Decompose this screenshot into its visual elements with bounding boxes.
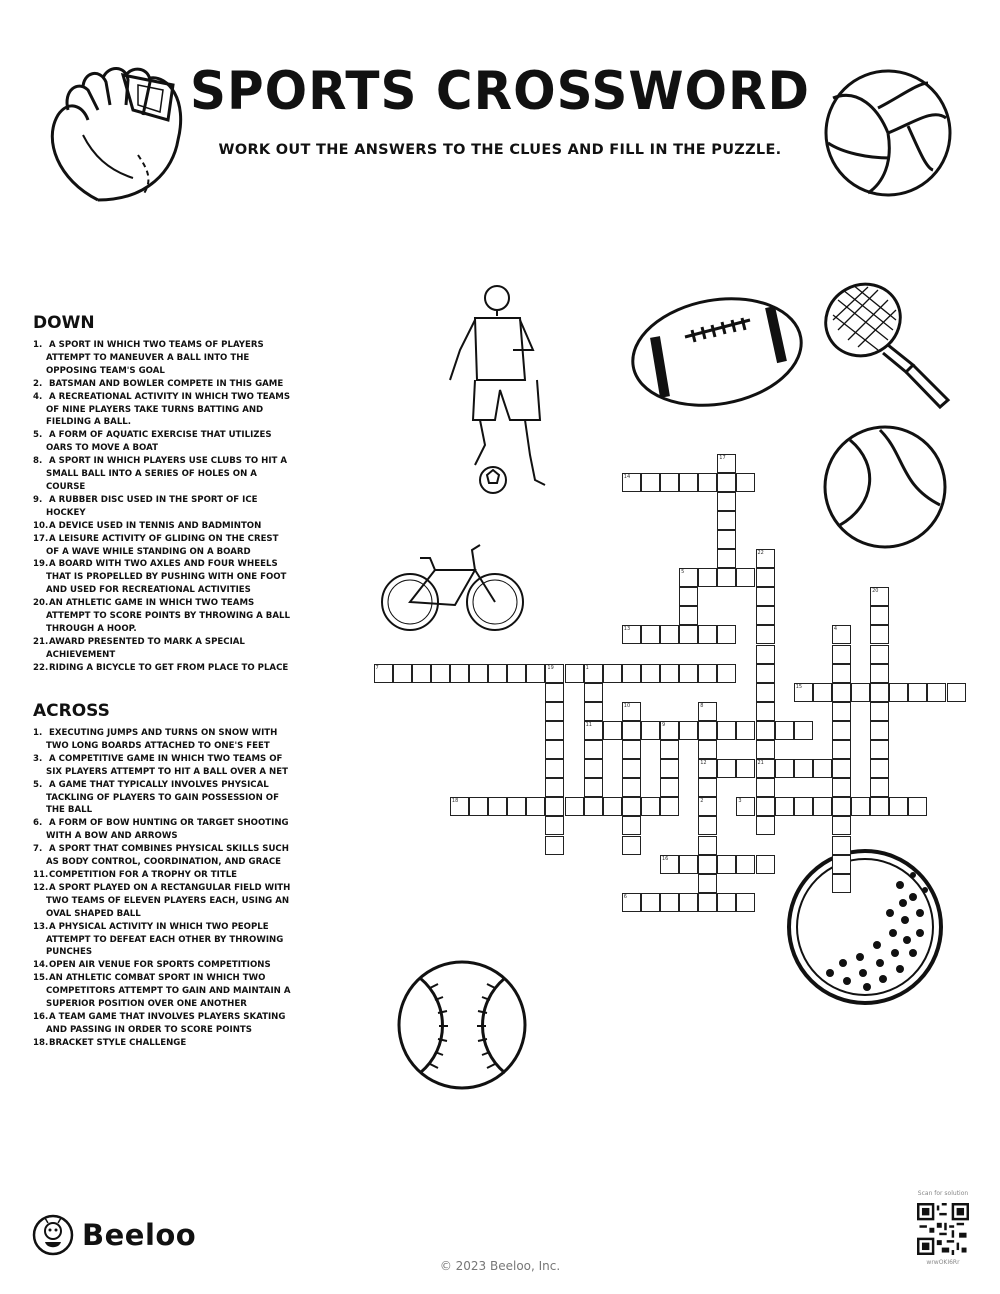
clue-number: 9. (33, 494, 43, 505)
crossword-cell[interactable] (622, 759, 641, 778)
soccer-player-icon (435, 280, 560, 495)
crossword-cell[interactable] (756, 797, 775, 816)
down-clue (33, 339, 293, 378)
across-clue (33, 882, 293, 921)
crossword-cell[interactable] (794, 797, 813, 816)
down-clue (33, 391, 293, 430)
crossword-cell[interactable] (660, 473, 679, 492)
crossword-cell[interactable] (813, 683, 832, 702)
baseball-glove-icon (38, 60, 198, 210)
crossword-cell[interactable] (870, 606, 889, 625)
clue-text: A SPORT THAT COMBINES PHYSICAL SKILLS SUCH AS BODY CONTROL, COORDINATION, AND GRACE (46, 844, 289, 868)
clue-text: BRACKET STYLE CHALLENGE (46, 1037, 187, 1048)
crossword-cell[interactable] (698, 874, 717, 893)
crossword-cell[interactable] (641, 664, 660, 683)
clue-number: 12. (33, 882, 49, 893)
down-clue (33, 636, 293, 662)
crossword-cell[interactable] (679, 855, 698, 874)
down-clue (33, 520, 293, 533)
across-clue-list (33, 727, 293, 1050)
crossword-cell[interactable] (679, 893, 698, 912)
clue-text: AN ATHLETIC COMBAT SPORT IN WHICH TWO COMPETITORS ATTEMPT TO GAIN AND MAINTAIN A SUPERIOR POSITION OVER ONE ANOTHER (46, 973, 291, 1010)
down-clue (33, 597, 293, 636)
clue-text: OPEN AIR VENUE FOR SPORTS COMPETITIONS (46, 960, 271, 971)
crossword-cell[interactable] (717, 759, 736, 778)
crossword-cell[interactable] (622, 702, 641, 721)
crossword-cell[interactable] (488, 664, 507, 683)
crossword-cell[interactable] (526, 797, 545, 816)
crossword-cell[interactable] (908, 797, 927, 816)
crossword-cell[interactable] (660, 759, 679, 778)
crossword-cell[interactable] (660, 797, 679, 816)
crossword-cell[interactable] (622, 625, 641, 644)
crossword-cell[interactable] (450, 797, 469, 816)
clue-number: 2. (33, 378, 43, 389)
crossword-cell[interactable] (545, 778, 564, 797)
clue-number: 22. (33, 662, 49, 673)
crossword-cell[interactable] (603, 721, 622, 740)
crossword-cell[interactable] (832, 836, 851, 855)
cell-number: 15 (795, 683, 803, 690)
clue-number: 20. (33, 598, 49, 609)
clue-number: 16. (33, 1011, 49, 1022)
cell-number: 11 (585, 721, 592, 728)
clue-text: A RUBBER DISC USED IN THE SPORT OF ICE HOCKEY (46, 494, 258, 518)
cell-number: 8 (700, 702, 704, 709)
crossword-cell[interactable] (756, 740, 775, 759)
clue-text: A GAME THAT TYPICALLY INVOLVES PHYSICAL TACKLING OF PLAYERS TO GAIN POSSESSION OF THE BALL (46, 779, 279, 816)
crossword-cell[interactable] (698, 797, 717, 816)
clue-text: A FORM OF AQUATIC EXERCISE THAT UTILIZES OARS TO MOVE A BOAT (46, 430, 272, 454)
crossword-cell[interactable] (412, 664, 431, 683)
crossword-cell[interactable] (736, 893, 755, 912)
crossword-cell[interactable] (851, 797, 870, 816)
crossword-cell[interactable] (870, 778, 889, 797)
crossword-cell[interactable] (832, 664, 851, 683)
crossword-cell[interactable] (717, 625, 736, 644)
crossword-cell[interactable] (736, 855, 755, 874)
crossword-cell[interactable] (832, 874, 851, 893)
across-clue (33, 727, 293, 753)
crossword-cell[interactable] (889, 797, 908, 816)
cell-number: 5 (681, 569, 685, 576)
crossword-cell[interactable] (545, 816, 564, 835)
crossword-cell[interactable] (717, 492, 736, 511)
cell-number: 14 (623, 473, 631, 480)
crossword-cell[interactable] (507, 664, 526, 683)
copyright-text: © 2023 Beeloo, Inc. (439, 1259, 561, 1273)
clue-number: 18. (33, 1037, 49, 1048)
crossword-cell[interactable] (832, 855, 851, 874)
clue-text: A PHYSICAL ACTIVITY IN WHICH TWO PEOPLE ATTEMPT TO DEFEAT EACH OTHER BY THROWING PUNCHES (46, 921, 284, 958)
cell-number: 10 (623, 702, 631, 709)
clue-text: RIDING A BICYCLE TO GET FROM PLACE TO PLACE (46, 662, 289, 673)
crossword-cell[interactable] (794, 683, 813, 702)
clue-text: A FORM OF BOW HUNTING OR TARGET SHOOTING WITH A BOW AND ARROWS (46, 818, 289, 842)
crossword-cell[interactable] (622, 740, 641, 759)
crossword-cell[interactable] (679, 587, 698, 606)
clue-number: 8. (33, 456, 43, 467)
down-clue (33, 494, 293, 520)
crossword-cell[interactable] (545, 702, 564, 721)
across-clue (33, 1037, 293, 1050)
clue-number: 6. (33, 818, 43, 829)
crossword-cell[interactable] (698, 778, 717, 797)
clue-text: A SPORT PLAYED ON A RECTANGULAR FIELD WITH TWO TEAMS OF ELEVEN PLAYERS EACH, USING AN OVAL SHAPED BALL (46, 882, 291, 919)
down-clue (33, 558, 293, 597)
crossword-cell[interactable] (756, 664, 775, 683)
crossword-cell[interactable] (717, 473, 736, 492)
crossword-cell[interactable] (698, 664, 717, 683)
crossword-cell[interactable] (450, 664, 469, 683)
crossword-cell[interactable] (584, 683, 603, 702)
crossword-cell[interactable] (584, 664, 603, 683)
crossword-cell[interactable] (622, 664, 641, 683)
crossword-cell[interactable] (794, 721, 813, 740)
qr-code-icon[interactable] (917, 1203, 969, 1255)
crossword-cell[interactable] (393, 664, 412, 683)
clue-text: A SPORT IN WHICH TWO TEAMS OF PLAYERS ATTEMPT TO MANEUVER A BALL INTO THE OPPOSING TEAM'S GOAL (46, 340, 264, 376)
crossword-cell[interactable] (679, 606, 698, 625)
clue-text: A SPORT IN WHICH PLAYERS USE CLUBS TO HIT A SMALL BALL INTO A SERIES OF HOLES ON A COURSE (46, 456, 288, 492)
crossword-cell[interactable] (756, 855, 775, 874)
crossword-cell[interactable] (698, 721, 717, 740)
crossword-cell[interactable] (870, 625, 889, 644)
crossword-cell[interactable] (813, 759, 832, 778)
clue-number: 1. (33, 340, 43, 350)
crossword-cell[interactable] (641, 721, 660, 740)
crossword-cell[interactable] (736, 568, 755, 587)
down-clue (33, 429, 293, 455)
beeloo-logo (32, 1214, 196, 1256)
crossword-cell[interactable] (736, 797, 755, 816)
crossword-cell[interactable] (756, 759, 775, 778)
crossword-cell[interactable] (488, 797, 507, 816)
crossword-cell[interactable] (813, 797, 832, 816)
cell-number: 18 (451, 798, 459, 805)
clue-text: AWARD PRESENTED TO MARK A SPECIAL ACHIEVEMENT (46, 636, 245, 660)
clue-text: A RECREATIONAL ACTIVITY IN WHICH TWO TEAMS OF NINE PLAYERS TAKE TURNS BATTING AND FIELDING A BALL. (46, 391, 291, 428)
crossword-cell[interactable] (469, 797, 488, 816)
crossword-cell[interactable] (870, 702, 889, 721)
crossword-cell[interactable] (717, 549, 736, 568)
clue-text: A DEVICE USED IN TENNIS AND BADMINTON (46, 520, 262, 531)
clue-text: EXECUTING JUMPS AND TURNS ON SNOW WITH TWO LONG BOARDS ATTACHED TO ONE'S FEET (46, 728, 278, 751)
cell-number: 4 (833, 626, 838, 633)
down-clue (33, 533, 293, 559)
crossword-cell[interactable] (947, 683, 966, 702)
clue-text: A BOARD WITH TWO AXLES AND FOUR WHEELS THAT IS PROPELLED BY PUSHING WITH ONE FOOT AND USED FOR RECREATIONAL ACTIVITIES (46, 559, 287, 596)
crossword-cell[interactable] (832, 797, 851, 816)
crossword-cell[interactable] (698, 473, 717, 492)
cell-number: 19 (547, 664, 554, 671)
crossword-cell[interactable] (584, 740, 603, 759)
crossword-cell[interactable] (545, 836, 564, 855)
crossword-cell[interactable] (545, 740, 564, 759)
crossword-cell[interactable] (775, 797, 794, 816)
baseball-icon (395, 958, 530, 1093)
crossword-cell[interactable] (832, 816, 851, 835)
crossword-cell[interactable] (679, 664, 698, 683)
clue-number: 3. (33, 753, 43, 764)
crossword-cell[interactable] (565, 797, 584, 816)
crossword-cell[interactable] (908, 683, 927, 702)
crossword-cell[interactable] (832, 721, 851, 740)
crossword-cell[interactable] (622, 797, 641, 816)
clue-number: 5. (33, 779, 43, 790)
down-heading: DOWN (33, 313, 95, 333)
crossword-cell[interactable] (698, 816, 717, 835)
crossword-cell[interactable] (641, 797, 660, 816)
crossword-cell[interactable] (507, 797, 526, 816)
clue-text: COMPETITION FOR A TROPHY OR TITLE (46, 869, 238, 880)
crossword-cell[interactable] (832, 740, 851, 759)
bicycle-icon (380, 540, 525, 635)
across-clue (33, 921, 293, 960)
clue-number: 19. (33, 559, 49, 570)
cell-number: 22 (757, 550, 764, 556)
crossword-cell[interactable] (736, 721, 755, 740)
crossword-cell[interactable] (698, 625, 717, 644)
crossword-cell[interactable] (660, 893, 679, 912)
crossword-cell[interactable] (717, 568, 736, 587)
clue-number: 13. (33, 921, 49, 932)
across-clue (33, 843, 293, 869)
page-title: SPORTS CROSSWORD (189, 60, 811, 122)
cell-number: 12 (700, 760, 707, 767)
crossword-cell[interactable] (756, 549, 775, 568)
crossword-cell[interactable] (870, 587, 889, 606)
crossword-cell[interactable] (717, 664, 736, 683)
down-clues (33, 313, 293, 675)
crossword-cell[interactable] (832, 759, 851, 778)
crossword-cell[interactable] (660, 740, 679, 759)
crossword-cell[interactable] (698, 740, 717, 759)
down-clue-list (33, 339, 293, 675)
crossword-cell[interactable] (698, 855, 717, 874)
crossword-cell[interactable] (756, 778, 775, 797)
crossword-cell[interactable] (832, 778, 851, 797)
clue-number: 21. (33, 636, 49, 647)
down-clue (33, 662, 293, 675)
crossword-cell[interactable] (870, 740, 889, 759)
crossword-cell[interactable] (717, 721, 736, 740)
golf-ball-icon (785, 845, 945, 1010)
crossword-cell[interactable] (889, 683, 908, 702)
crossword-cell[interactable] (698, 759, 717, 778)
down-clue (33, 455, 293, 494)
crossword-cell[interactable] (851, 683, 870, 702)
crossword-cell[interactable] (660, 721, 679, 740)
crossword-cell[interactable] (469, 664, 488, 683)
cell-number: 21 (757, 760, 764, 767)
crossword-cell[interactable] (622, 473, 641, 492)
clue-text: BATSMAN AND BOWLER COMPETE IN THIS GAME (46, 378, 284, 389)
crossword-cell[interactable] (622, 893, 641, 912)
clue-number: 4. (33, 391, 43, 402)
cell-number: 1 (585, 664, 589, 671)
crossword-cell[interactable] (622, 721, 641, 740)
page-subtitle: WORK OUT THE ANSWERS TO THE CLUES AND FILL IN THE PUZZLE. (218, 142, 782, 158)
across-clue (33, 972, 293, 1011)
crossword-cell[interactable] (717, 511, 736, 530)
crossword-cell[interactable] (870, 645, 889, 664)
crossword-cell[interactable] (603, 664, 622, 683)
cell-number: 3 (738, 798, 742, 805)
crossword-cell[interactable] (660, 664, 679, 683)
clue-text: A TEAM GAME THAT INVOLVES PLAYERS SKATING AND PASSING IN ORDER TO SCORE POINTS (46, 1011, 286, 1035)
crossword-cell[interactable] (641, 625, 660, 644)
qr-code-label: wrwOKI6Rr (926, 1259, 960, 1266)
crossword-cell[interactable] (698, 568, 717, 587)
cell-number: 17 (719, 454, 726, 461)
crossword-cell[interactable] (641, 473, 660, 492)
crossword-cell[interactable] (545, 797, 564, 816)
crossword-cell[interactable] (679, 473, 698, 492)
crossword-cell[interactable] (584, 702, 603, 721)
clue-number: 1. (33, 728, 43, 738)
crossword-cell[interactable] (717, 855, 736, 874)
crossword-cell[interactable] (756, 721, 775, 740)
across-clue (33, 753, 293, 779)
across-clue (33, 869, 293, 882)
crossword-cell[interactable] (679, 721, 698, 740)
crossword-cell[interactable] (870, 797, 889, 816)
crossword-cell[interactable] (603, 797, 622, 816)
cell-number: 6 (623, 893, 627, 900)
crossword-cell[interactable] (927, 683, 946, 702)
crossword-cell[interactable] (679, 625, 698, 644)
crossword-cell[interactable] (756, 606, 775, 625)
crossword-cell[interactable] (736, 759, 755, 778)
clue-number: 11. (33, 869, 49, 880)
clue-text: A COMPETITIVE GAME IN WHICH TWO TEAMS OF SIX PLAYERS ATTEMPT TO HIT A BALL OVER A NET (46, 753, 288, 777)
crossword-cell[interactable] (870, 721, 889, 740)
crossword-cell[interactable] (717, 530, 736, 549)
qr-caption: Scan for solution (917, 1190, 969, 1197)
across-clues (33, 701, 293, 1050)
crossword-cell[interactable] (698, 836, 717, 855)
across-clue (33, 817, 293, 843)
crossword-cell[interactable] (832, 645, 851, 664)
clue-number: 5. (33, 430, 43, 441)
crossword-cell[interactable] (641, 893, 660, 912)
crossword-cell[interactable] (660, 855, 679, 874)
clue-number: 14. (33, 960, 49, 971)
crossword-cell[interactable] (584, 797, 603, 816)
crossword-cell[interactable] (794, 759, 813, 778)
across-clue (33, 959, 293, 972)
crossword-cell[interactable] (584, 778, 603, 797)
crossword-cell[interactable] (679, 568, 698, 587)
clue-text: AN ATHLETIC GAME IN WHICH TWO TEAMS ATTEMPT TO SCORE POINTS BY THROWING A BALL THROUGH A HOOP. (46, 598, 290, 634)
crossword-cell[interactable] (622, 778, 641, 797)
crossword-cell[interactable] (775, 721, 794, 740)
crossword-cell[interactable] (717, 893, 736, 912)
clue-number: 17. (33, 533, 49, 544)
crossword-cell[interactable] (756, 587, 775, 606)
crossword-cell[interactable] (832, 625, 851, 644)
crossword-cell[interactable] (756, 702, 775, 721)
crossword-cell[interactable] (775, 759, 794, 778)
clue-number: 7. (33, 844, 43, 855)
cell-number: 7 (375, 664, 379, 671)
crossword-cell[interactable] (698, 702, 717, 721)
crossword-cell[interactable] (756, 816, 775, 835)
crossword-cell[interactable] (545, 683, 564, 702)
cell-number: 2 (700, 798, 704, 805)
crossword-cell[interactable] (374, 664, 393, 683)
crossword-cell[interactable] (545, 759, 564, 778)
crossword-cell[interactable] (584, 759, 603, 778)
crossword-cell[interactable] (756, 625, 775, 644)
tennis-racket-icon (818, 275, 958, 410)
clue-number: 15. (33, 973, 49, 984)
across-heading: ACROSS (33, 701, 110, 721)
crossword-cell[interactable] (660, 625, 679, 644)
crossword-cell[interactable] (870, 664, 889, 683)
bee-icon (32, 1214, 74, 1256)
crossword-cell[interactable] (832, 702, 851, 721)
cell-number: 20 (872, 588, 879, 595)
volleyball-icon (818, 68, 958, 198)
crossword-cell[interactable] (565, 664, 584, 683)
crossword-cell[interactable] (526, 664, 545, 683)
brand-name: Beeloo (82, 1218, 197, 1252)
across-clue (33, 1011, 293, 1037)
clue-number: 10. (33, 520, 49, 531)
crossword-cell[interactable] (756, 683, 775, 702)
crossword-cell[interactable] (622, 836, 641, 855)
crossword-cell[interactable] (545, 664, 564, 683)
clue-text: A LEISURE ACTIVITY OF GLIDING ON THE CREST OF A WAVE WHILE STANDING ON A BOARD (46, 533, 279, 557)
crossword-cell[interactable] (584, 721, 603, 740)
crossword-cell[interactable] (736, 473, 755, 492)
crossword-cell[interactable] (431, 664, 450, 683)
crossword-cell[interactable] (660, 778, 679, 797)
crossword-cell[interactable] (870, 683, 889, 702)
down-clue (33, 378, 293, 391)
crossword-cell[interactable] (717, 454, 736, 473)
crossword-cell[interactable] (756, 645, 775, 664)
football-icon (630, 292, 805, 412)
crossword-cell[interactable] (832, 683, 851, 702)
crossword-cell[interactable] (622, 816, 641, 835)
crossword-cell[interactable] (545, 721, 564, 740)
cell-number: 13 (623, 626, 631, 633)
crossword-cell[interactable] (870, 759, 889, 778)
cell-number: 16 (662, 855, 669, 862)
crossword-cell[interactable] (698, 893, 717, 912)
tennis-ball-icon (820, 425, 950, 550)
cell-number: 9 (662, 721, 666, 728)
across-clue (33, 779, 293, 818)
crossword-cell[interactable] (756, 568, 775, 587)
